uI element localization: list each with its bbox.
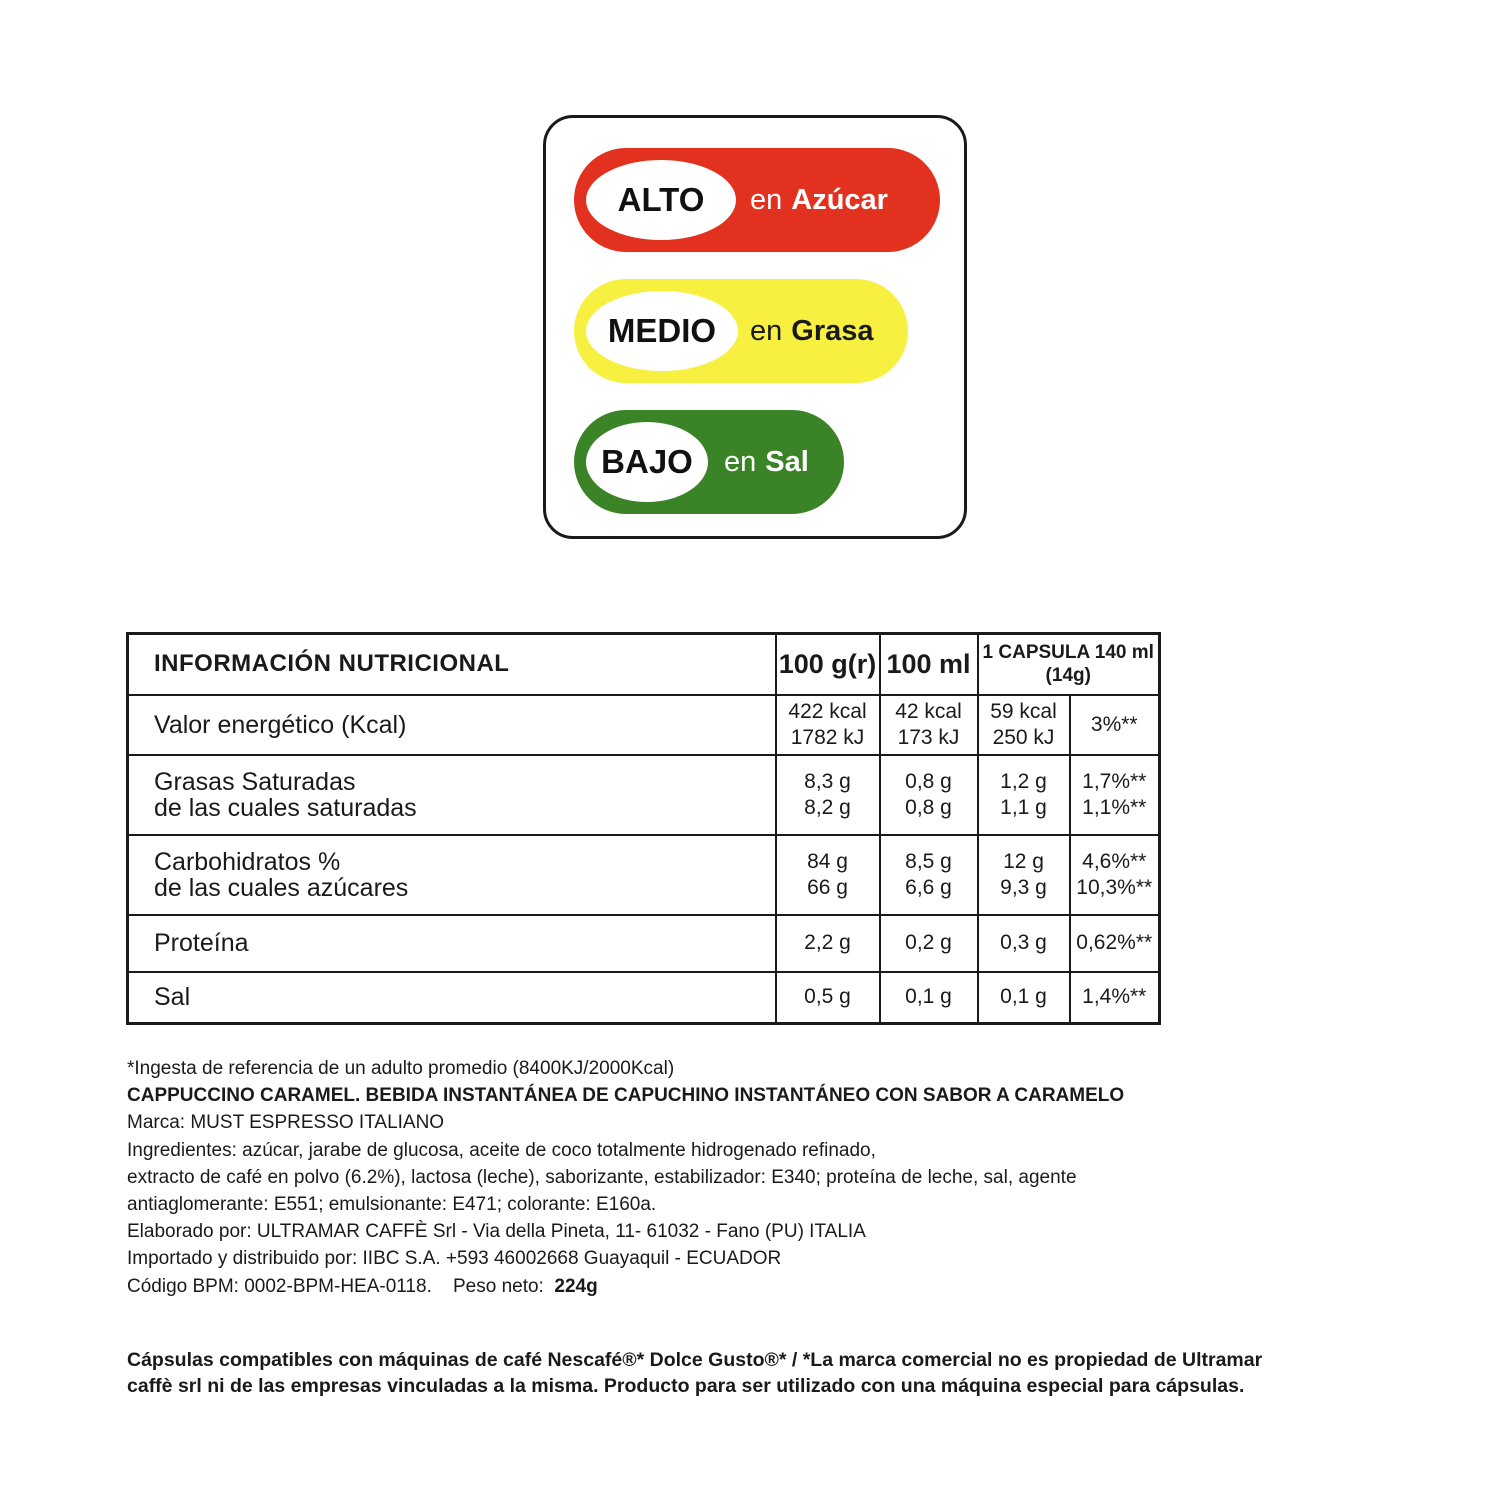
brand: Marca: MUST ESPRESSO ITALIANO [127, 1112, 445, 1134]
row-label: Proteína [128, 915, 776, 972]
value-100g: 2,2 g [776, 915, 880, 972]
prefix-text: en [724, 445, 757, 478]
bpm-code: Código BPM: 0002-BPM-HEA-0118. [127, 1275, 432, 1297]
nutrition-warning-labels [543, 115, 967, 539]
bpm-and-weight [127, 1273, 1427, 1300]
label-high-sugar [574, 148, 940, 252]
value-capsule: 59 kcal 250 kJ [978, 695, 1070, 755]
value-100ml: 0,1 g [880, 972, 978, 1024]
ingredients-line-2: extracto de café en polvo (6.2%), lactosa (leche), saborizante, estabilizador: E340; proteína de leche, sal, agente [127, 1166, 1077, 1188]
row-label: Valor energético (Kcal) [128, 695, 776, 755]
value-percent: 4,6%** 10,3%** [1070, 835, 1160, 915]
level-text: BAJO [586, 422, 708, 502]
nutrient-text: Azúcar [791, 183, 888, 216]
row-label: Carbohidratos % de las cuales azúcares [128, 835, 776, 915]
prefix-text: en [750, 183, 783, 216]
nutrient-text: Sal [765, 445, 809, 478]
importer: Importado y distribuido por: IIBC S.A. +593 46002668 Guayaquil - ECUADOR [127, 1248, 782, 1270]
value-capsule: 12 g 9,3 g [978, 835, 1070, 915]
reference-intake-note: *Ingesta de referencia de un adulto promedio (8400KJ/2000Kcal) [127, 1058, 675, 1079]
col-header-100g: 100 g(r) [776, 634, 880, 695]
value-percent: 1,4%** [1070, 972, 1160, 1024]
value-percent: 3%** [1070, 695, 1160, 755]
value-100ml: 0,2 g [880, 915, 978, 972]
nutrient-text: Grasa [791, 314, 874, 347]
value-capsule: 0,3 g [978, 915, 1070, 972]
value-100g: 0,5 g [776, 972, 880, 1024]
value-capsule: 0,1 g [978, 972, 1070, 1024]
col-header-100ml: 100 ml [880, 634, 978, 695]
label-low-salt [574, 410, 844, 514]
value-100g: 8,3 g 8,2 g [776, 755, 880, 835]
value-100g: 84 g 66 g [776, 835, 880, 915]
value-percent: 0,62%** [1070, 915, 1160, 972]
table-row [128, 835, 1160, 915]
product-info [127, 1055, 1427, 1300]
table-row [128, 915, 1160, 972]
compatibility-disclaimer: Cápsulas compatibles con máquinas de café Nescafé®* Dolce Gusto®* / *La marca comercial no es propiedad de Ultramar caffè srl ni de las empresas vinculadas a la misma. Producto para ser utilizado con una máquina especial para cápsulas. [127, 1349, 1263, 1397]
value-percent: 1,7%** 1,1%** [1070, 755, 1160, 835]
table-title: INFORMACIÓN NUTRICIONAL [128, 634, 776, 695]
table-header-row [128, 634, 1160, 695]
ingredients-line-3: antiaglomerante: E551; emulsionante: E471; colorante: E160a. [127, 1194, 657, 1216]
value-100ml: 42 kcal 173 kJ [880, 695, 978, 755]
net-weight: 224g [554, 1275, 598, 1297]
nutrition-table [126, 632, 1161, 1025]
ingredients-line-1: Ingredientes: azúcar, jarabe de glucosa, aceite de coco totalmente hidrogenado refinado, [127, 1139, 876, 1161]
level-text: ALTO [586, 160, 736, 240]
col-header-capsule: 1 CAPSULA 140 ml (14g) [978, 634, 1160, 695]
value-100g: 422 kcal 1782 kJ [776, 695, 880, 755]
product-name: CAPPUCCINO CARAMEL. BEBIDA INSTANTÁNEA DE CAPUCHINO INSTANTÁNEO CON SABOR A CARAMELO [127, 1085, 1125, 1107]
table-row [128, 972, 1160, 1024]
table-row [128, 695, 1160, 755]
label-medium-fat [574, 279, 908, 383]
row-label: Sal [128, 972, 776, 1024]
value-100ml: 8,5 g 6,6 g [880, 835, 978, 915]
prefix-text: en [750, 314, 783, 347]
manufacturer: Elaborado por: ULTRAMAR CAFFÈ Srl - Via della Pineta, 11- 61032 - Fano (PU) ITALIA [127, 1221, 866, 1243]
level-text: MEDIO [586, 291, 738, 371]
net-weight-label: Peso neto: [452, 1275, 544, 1297]
row-label: Grasas Saturadas de las cuales saturadas [128, 755, 776, 835]
table-row [128, 755, 1160, 835]
value-100ml: 0,8 g 0,8 g [880, 755, 978, 835]
value-capsule: 1,2 g 1,1 g [978, 755, 1070, 835]
